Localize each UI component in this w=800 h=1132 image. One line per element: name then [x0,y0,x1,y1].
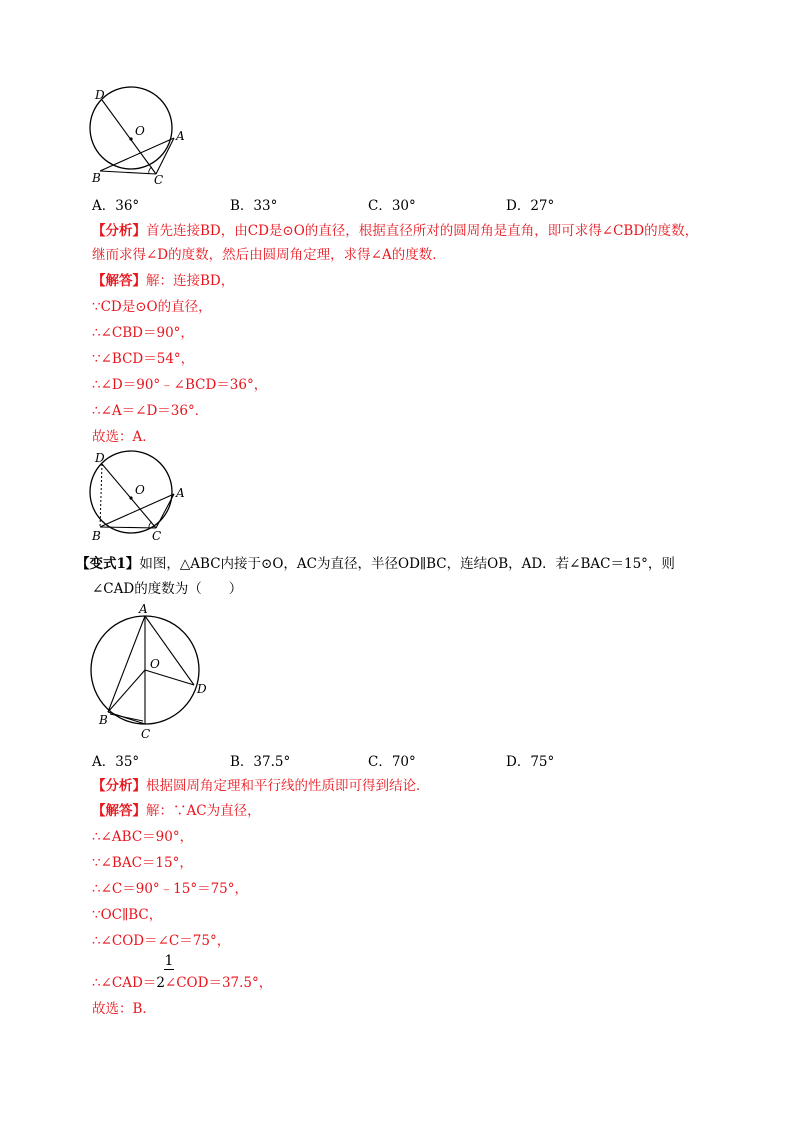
variant-analysis-tag: 【分析】 [92,778,146,794]
fig3-label-a: A [139,602,148,616]
fig2-label-a: A [176,486,185,500]
option-a: A．36° [92,198,140,214]
fraction-bar [164,969,174,970]
solution-line-1 [92,272,234,290]
circle-figure-3 [88,600,218,740]
fig2-label-d: D [95,451,105,465]
solution-step-2: ∴∠CBD＝90°， [92,325,194,341]
variant-step-6 [92,974,272,992]
variant-step-2: ∵∠BAC＝15°， [92,855,193,871]
option-d: D．27° [506,198,555,214]
variant-step-3: ∴∠C＝90°﹣15°＝75°， [92,881,249,897]
variant-step-5: ∴∠COD＝∠C＝75°， [92,933,231,949]
variant-option-a: A．35° [92,754,140,770]
variant-choice: 故选：B． [92,1001,156,1017]
fig3-label-d: D [197,682,207,696]
fig3-label-o: O [150,657,160,671]
variant-option-d: D．75° [506,754,555,770]
analysis-line-1 [92,222,698,240]
solution-tag: 【解答】 [92,273,146,289]
solution-step-1: ∵CD是⊙O的直径， [92,299,212,315]
fig1-label-o: O [135,124,145,138]
fig3-label-b: B [99,713,108,727]
variant-analysis-line [92,777,430,795]
variant-step-1: ∴∠ABC＝90°， [92,829,194,845]
solution-step-5: ∴∠A＝∠D＝36°． [92,403,209,419]
fig1-label-b: B [92,171,101,185]
variant-step-6-suffix: ∠COD＝37.5°， [164,975,273,991]
solution-choice: 故选：A． [92,429,156,445]
fraction-numerator: 1 [164,953,174,969]
fig3-label-c: C [141,727,151,741]
analysis-text-1: 首先连接BD，由CD是⊙O的直径，根据直径所对的圆周角是直角，即可求得∠CBD的度数， [146,223,699,239]
variant-solution-line-1 [92,802,261,820]
variant-solution-text-1: 解：∵AC为直径， [146,803,261,819]
variant-option-c: C．70° [368,754,416,770]
variant-solution-tag: 【解答】 [92,803,146,819]
variant-step-4: ∵OC∥BC， [92,907,163,923]
fig1-label-a: A [176,129,185,143]
analysis-tag: 【分析】 [92,223,146,239]
fig2-label-o: O [135,483,145,497]
variant-tag: 【变式1】 [76,556,140,572]
variant-question-text-1: 如图，△ABC内接于⊙O，AC为直径，半径OD∥BC，连结OB，AD．若∠BAC＝15°，则 [139,556,675,572]
solution-text-1: 解：连接BD， [146,273,235,289]
fig2-label-b: B [92,529,101,543]
variant-option-b: B．37.5° [230,754,291,770]
analysis-line-2: 继而求得∠D的度数，然后由圆周角定理，求得∠A的度数． [92,247,446,263]
option-b: B．33° [230,198,278,214]
solution-step-3: ∵∠BCD＝54°， [92,351,195,367]
fraction-denominator: 2 [156,975,165,991]
circle-figure-1 [80,88,200,188]
variant-analysis-text: 根据圆周角定理和平行线的性质即可得到结论． [146,778,430,794]
variant-question-line-2: ∠CAD的度数为（ ） [92,581,243,597]
fig2-label-c: C [152,529,162,543]
circle-figure-2 [80,452,200,552]
variant-question-line-1 [76,555,675,573]
variant-step-6-prefix: ∴∠CAD＝ [92,975,157,991]
option-c: C．30° [368,198,416,214]
solution-step-4: ∴∠D＝90°﹣∠BCD＝36°， [92,377,268,393]
fig1-label-d: D [95,88,105,102]
fig1-label-c: C [154,173,164,187]
